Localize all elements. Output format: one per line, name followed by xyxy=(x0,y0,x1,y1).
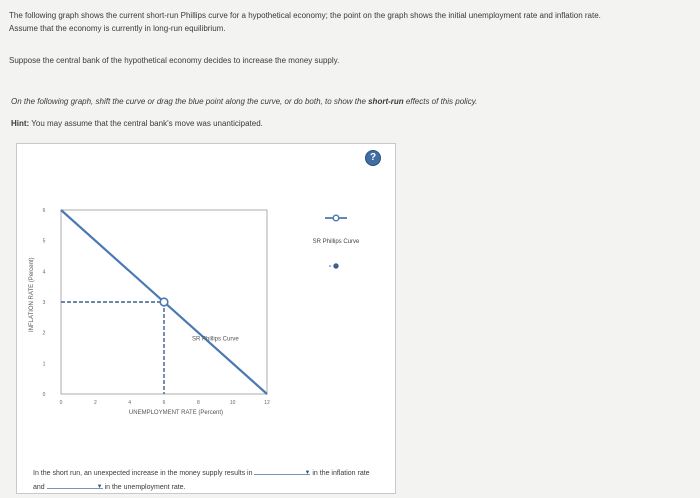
x-tick-label: 8 xyxy=(196,400,200,406)
curve-label: SR Phillips Curve xyxy=(192,336,239,343)
legend-point-dot-icon xyxy=(329,265,331,267)
legend-line-tool-handle[interactable] xyxy=(333,215,339,221)
legend-point-tool[interactable] xyxy=(333,263,339,269)
phillips-chart[interactable] xyxy=(17,144,395,444)
instruction-pre: On the following graph, shift the curve or drag the blue point along the curve, or do both, to show the xyxy=(11,97,369,106)
scenario-paragraph: Suppose the central bank of the hypothetical economy decides to increase the money supply. xyxy=(9,56,340,65)
instruction-post: effects of this policy. xyxy=(403,97,478,106)
hint-text: You may assume that the central bank's move was unanticipated. xyxy=(29,119,263,128)
y-tick-label: 5 xyxy=(42,238,46,245)
unemployment-dropdown[interactable] xyxy=(47,480,103,489)
dropdown-arrow-icon: ▼ xyxy=(96,484,103,490)
x-tick-label: 10 xyxy=(229,400,236,406)
y-tick-label: 2 xyxy=(42,330,46,337)
question-part1: In the short run, an unexpected increase in the money supply results in xyxy=(33,470,255,477)
hint-paragraph xyxy=(11,117,611,130)
y-tick-label: 0 xyxy=(42,392,46,398)
instruction-bold: short-run xyxy=(368,97,404,106)
instruction-paragraph xyxy=(11,95,611,108)
x-tick-label: 0 xyxy=(59,400,63,406)
help-icon[interactable]: ? xyxy=(365,150,381,166)
legend-label: SR Phillips Curve xyxy=(312,239,360,245)
equilibrium-point[interactable] xyxy=(160,298,168,306)
x-tick-label: 12 xyxy=(264,400,270,406)
x-axis-label: UNEMPLOYMENT RATE (Percent) xyxy=(128,410,224,416)
question-text xyxy=(33,466,373,494)
y-axis-label: INFLATION RATE (Percent) xyxy=(29,257,35,332)
x-tick-label: 2 xyxy=(93,400,97,406)
graph-panel xyxy=(16,143,396,494)
y-tick-label: 6 xyxy=(42,208,46,214)
inflation-dropdown[interactable] xyxy=(254,466,310,475)
dropdown-arrow-icon: ▼ xyxy=(304,470,311,476)
y-tick-label: 3 xyxy=(42,300,46,306)
x-tick-label: 4 xyxy=(128,400,132,406)
x-tick-label: 6 xyxy=(162,400,166,406)
question-part2: in the inflation rate and xyxy=(33,470,370,491)
y-tick-label: 4 xyxy=(42,269,46,276)
y-tick-label: 1 xyxy=(42,361,46,368)
intro-paragraph: The following graph shows the current short-run Phillips curve for a hypothetical economy; the point on the graph shows the initial unemployment rate and inflation rate. Assume that the economy is currently in long-run equilibrium. xyxy=(9,11,601,33)
hint-label: Hint: xyxy=(11,119,30,128)
question-part3: in the unemployment rate. xyxy=(102,484,186,491)
